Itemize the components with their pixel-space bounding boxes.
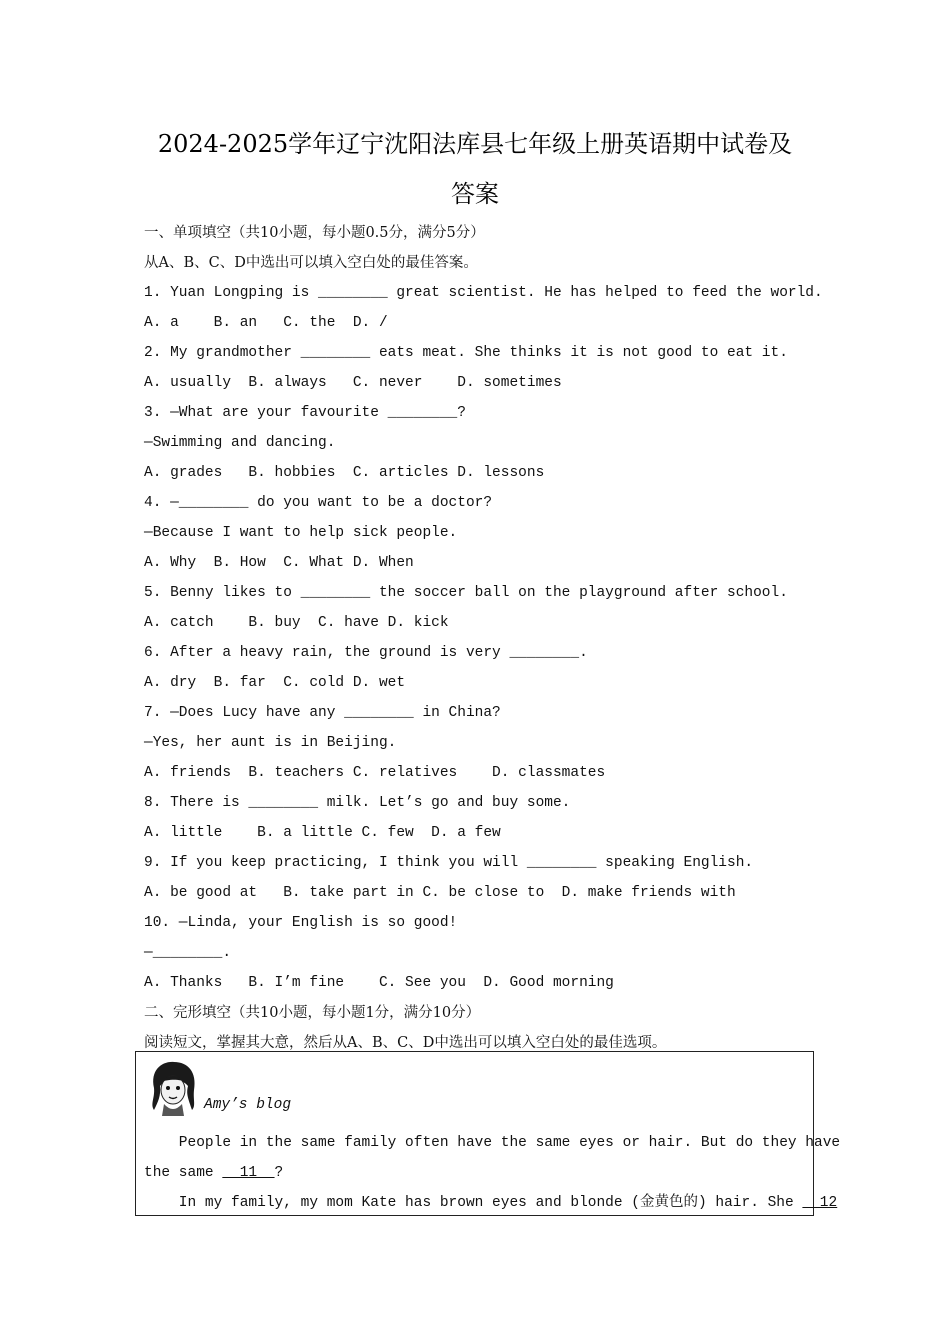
- passage-line: [144, 1158, 809, 1188]
- page-title-continued: 答案: [451, 180, 499, 208]
- passage-text: the same: [144, 1165, 223, 1181]
- question-line: 1. Yuan Longping is ________ great scientist. He has helped to feed the world.: [144, 285, 823, 301]
- passage-line: [144, 1188, 838, 1218]
- question-line: 3. —What are your favourite ________?: [144, 405, 466, 421]
- passage-line: People in the same family often have the same eyes or hair. But do they have: [144, 1135, 841, 1151]
- dialog-line: —Because I want to help sick people.: [144, 525, 458, 541]
- passage-text: ?: [274, 1165, 284, 1181]
- question-line: 8. There is ________ milk. Let’s go and buy some.: [144, 795, 571, 811]
- options-line: A. Thanks B. I’m fine C. See you D. Good morning: [144, 975, 614, 991]
- dialog-line: —________.: [144, 945, 232, 961]
- page-title: 2024-2025学年辽宁沈阳法库县七年级上册英语期中试卷及: [157, 130, 793, 158]
- options-line: A. be good at B. take part in C. be close to D. make friends with: [144, 885, 736, 901]
- blank-11: 11: [222, 1165, 275, 1181]
- question-line: 10. —Linda, your English is so good!: [144, 915, 458, 931]
- options-line: A. a B. an C. the D. /: [144, 315, 388, 331]
- cloze-passage-box: [135, 1051, 841, 1216]
- options-line: A. little B. a little C. few D. a few: [144, 825, 501, 841]
- girl-avatar-icon: [144, 1058, 202, 1116]
- options-line: A. catch B. buy C. have D. kick: [144, 615, 449, 631]
- question-line: 6. After a heavy rain, the ground is very ________.: [144, 645, 588, 661]
- question-line: 5. Benny likes to ________ the soccer ball on the playground after school.: [144, 585, 788, 601]
- question-line: 2. My grandmother ________ eats meat. She thinks it is not good to eat it.: [144, 345, 788, 361]
- dialog-line: —Swimming and dancing.: [144, 435, 336, 451]
- question-line: 4. —________ do you want to be a doctor?: [144, 495, 493, 511]
- passage-text: In my family, my mom Kate has brown eyes and blonde (金黄色的) hair. She: [144, 1195, 803, 1211]
- section-instruction: 从A、B、C、D中选出可以填入空白处的最佳答案。: [144, 255, 478, 271]
- section-heading: 一、单项填空（共10小题，每小题0.5分，满分5分）: [144, 225, 485, 241]
- section-instruction: 阅读短文，掌握其大意，然后从A、B、C、D中选出可以填入空白处的最佳选项。: [144, 1035, 667, 1051]
- question-line: 7. —Does Lucy have any ________ in China?: [144, 705, 501, 721]
- blog-title: Amy’s blog: [204, 1097, 292, 1113]
- dialog-line: —Yes, her aunt is in Beijing.: [144, 735, 397, 751]
- options-line: A. Why B. How C. What D. When: [144, 555, 414, 571]
- options-line: A. usually B. always C. never D. sometimes: [144, 375, 562, 391]
- options-line: A. dry B. far C. cold D. wet: [144, 675, 406, 691]
- section-heading: 二、完形填空（共10小题，每小题1分，满分10分）: [144, 1005, 481, 1021]
- question-line: 9. If you keep practicing, I think you will ________ speaking English.: [144, 855, 754, 871]
- options-line: A. friends B. teachers C. relatives D. classmates: [144, 765, 606, 781]
- blank-12: 12: [802, 1195, 838, 1211]
- options-line: A. grades B. hobbies C. articles D. lessons: [144, 465, 545, 481]
- exam-content: [144, 218, 834, 1058]
